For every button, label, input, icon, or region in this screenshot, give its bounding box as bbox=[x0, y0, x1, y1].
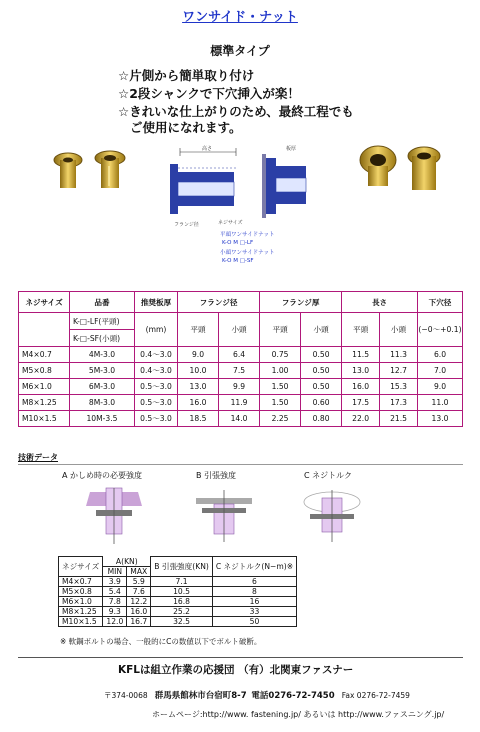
strength-cell: 16.0 bbox=[127, 606, 151, 616]
caption-c: C ネジトルク bbox=[304, 471, 352, 480]
height-dim-label: 高さ bbox=[202, 146, 213, 152]
spec-cell: 17.5 bbox=[342, 395, 380, 411]
strength-cell: 16.7 bbox=[127, 616, 151, 626]
strength-cell: M8×1.25 bbox=[59, 606, 103, 616]
strength-header-c: C ネジトルク(N−m)※ bbox=[212, 557, 296, 577]
spec-cell: 0.4〜3.0 bbox=[135, 363, 178, 379]
strength-cell: M10×1.5 bbox=[59, 616, 103, 626]
strength-row bbox=[59, 596, 297, 606]
header-length: 長さ bbox=[342, 292, 418, 313]
spec-row bbox=[19, 411, 463, 427]
flange-dia-flat: 平頭 bbox=[178, 313, 219, 347]
spec-cell: 9.0 bbox=[178, 347, 219, 363]
plate-unit: (mm) bbox=[135, 313, 178, 347]
footer-divider bbox=[18, 657, 463, 658]
spec-row bbox=[19, 379, 463, 395]
tech-data-title: 技術データ bbox=[18, 453, 58, 462]
spec-cell: 17.3 bbox=[380, 395, 418, 411]
spec-cell: 6.4 bbox=[219, 347, 260, 363]
spec-cell: 18.5 bbox=[178, 411, 219, 427]
length-flat: 平頭 bbox=[342, 313, 380, 347]
spec-row bbox=[19, 395, 463, 411]
strength-header-a: A(KN) bbox=[115, 556, 138, 566]
type-small-name: 小頭ワンサイドナット bbox=[220, 250, 275, 256]
spec-cell: 15.3 bbox=[380, 379, 418, 395]
spec-cell: 0.4〜3.0 bbox=[135, 347, 178, 363]
spec-table bbox=[18, 291, 463, 427]
screw-torque-diagram bbox=[296, 484, 368, 544]
spec-cell: 0.50 bbox=[301, 347, 342, 363]
spec-cell: 7.0 bbox=[418, 363, 463, 379]
spec-cell: 0.60 bbox=[301, 395, 342, 411]
flange-dim-label: フランジ径 bbox=[174, 222, 199, 228]
spec-cell: 1.50 bbox=[260, 395, 301, 411]
caption-a: A かしめ時の必要強度 bbox=[62, 471, 143, 480]
strength-cell: M6×1.0 bbox=[59, 596, 103, 606]
spec-cell: 9.0 bbox=[418, 379, 463, 395]
strength-cell: 9.3 bbox=[103, 606, 127, 616]
hole-tolerance: (−0〜+0.1) bbox=[418, 313, 463, 347]
spec-cell: 0.80 bbox=[301, 411, 342, 427]
strength-cell: 10.5 bbox=[151, 586, 213, 596]
spec-cell: 0.5〜3.0 bbox=[135, 379, 178, 395]
spec-cell: M5×0.8 bbox=[19, 363, 70, 379]
spec-cell: 13.0 bbox=[342, 363, 380, 379]
caption-b: B 引張強度 bbox=[196, 471, 237, 480]
strength-header-size: ネジサイズ bbox=[59, 557, 103, 577]
strength-cell: 3.9 bbox=[103, 576, 127, 586]
spec-row bbox=[19, 363, 463, 379]
strength-header-max: MAX bbox=[127, 566, 151, 576]
feature-4: ご使用になれます。 bbox=[130, 120, 242, 135]
address-line bbox=[104, 689, 410, 701]
company-name: KFLは組立作業の応援団 （有）北関東ファスナー bbox=[118, 664, 354, 676]
spec-cell: 0.50 bbox=[301, 379, 342, 395]
torque-note: ※ 軟鋼ボルトの場合、一般的にCの数値以下でボルト破断。 bbox=[60, 637, 262, 646]
spec-cell: 0.50 bbox=[301, 363, 342, 379]
spec-cell: M4×0.7 bbox=[19, 347, 70, 363]
strength-cell: 33 bbox=[212, 606, 296, 616]
spec-cell: 6M-3.0 bbox=[70, 379, 135, 395]
spec-cell: 12.7 bbox=[380, 363, 418, 379]
spec-cell: 10M-3.5 bbox=[70, 411, 135, 427]
spec-cell: 7.5 bbox=[219, 363, 260, 379]
spec-cell: 13.0 bbox=[178, 379, 219, 395]
postal-code: 〒374-0068 bbox=[104, 691, 148, 700]
page-title: ワンサイド・ナット bbox=[182, 10, 298, 25]
strength-cell: 16 bbox=[212, 596, 296, 606]
spec-cell: 8M-3.0 bbox=[70, 395, 135, 411]
spec-cell: 6.0 bbox=[418, 347, 463, 363]
part-flat-label: K-□-LF(平頭) bbox=[70, 313, 135, 330]
spec-cell: 11.0 bbox=[418, 395, 463, 411]
flange-dia-small: 小頭 bbox=[219, 313, 260, 347]
strength-cell: 12.2 bbox=[127, 596, 151, 606]
strength-row bbox=[59, 586, 297, 596]
strength-row bbox=[59, 616, 297, 626]
strength-cell: 5.9 bbox=[127, 576, 151, 586]
fax: Fax 0276-72-7459 bbox=[341, 691, 410, 700]
plate-dim-label: 板厚 bbox=[286, 146, 297, 152]
rivet-nut-photo-left bbox=[50, 146, 170, 198]
tensile-strength-diagram bbox=[188, 488, 260, 544]
spec-cell: M6×1.0 bbox=[19, 379, 70, 395]
spec-cell: 4M-3.0 bbox=[70, 347, 135, 363]
cross-section-diagram bbox=[158, 144, 328, 264]
spec-cell: 0.5〜3.0 bbox=[135, 411, 178, 427]
spec-cell: 1.00 bbox=[260, 363, 301, 379]
feature-3: ☆きれいな仕上がりのため、最終工程でも bbox=[118, 104, 354, 119]
homepage-link[interactable]: ホームページ:http://www. fastening.jp/ あるいは http://www.ファスニング.jp/ bbox=[152, 710, 445, 719]
street-address: 群馬県館林市台宿町8-7 bbox=[154, 691, 247, 701]
spec-row bbox=[19, 347, 463, 363]
spec-cell: 14.0 bbox=[219, 411, 260, 427]
screw-size-label: ネジサイズ bbox=[218, 220, 243, 226]
spec-cell: M8×1.25 bbox=[19, 395, 70, 411]
tel: 電話0276-72-7450 bbox=[251, 691, 335, 701]
strength-cell: 12.0 bbox=[103, 616, 127, 626]
part-small-label: K-□-SF(小頭) bbox=[70, 330, 135, 347]
type-flat-name: 平頭ワンサイドナット bbox=[220, 232, 275, 238]
strength-cell: 25.2 bbox=[151, 606, 213, 616]
strength-cell: M4×0.7 bbox=[59, 576, 103, 586]
strength-header-min: MIN bbox=[103, 566, 127, 576]
strength-cell: 7.6 bbox=[127, 586, 151, 596]
header-flange-thk: フランジ厚 bbox=[260, 292, 342, 313]
spec-cell: 22.0 bbox=[342, 411, 380, 427]
spec-cell: 16.0 bbox=[342, 379, 380, 395]
spec-cell: 0.75 bbox=[260, 347, 301, 363]
strength-cell: 8 bbox=[212, 586, 296, 596]
divider bbox=[18, 464, 463, 465]
spec-cell: 11.3 bbox=[380, 347, 418, 363]
length-small: 小頭 bbox=[380, 313, 418, 347]
spec-cell: 13.0 bbox=[418, 411, 463, 427]
strength-cell: 7.8 bbox=[103, 596, 127, 606]
spec-cell: 10.0 bbox=[178, 363, 219, 379]
type-small-code: K-O M □-SF bbox=[222, 258, 254, 264]
flange-thk-flat: 平頭 bbox=[260, 313, 301, 347]
header-screw-size: ネジサイズ bbox=[19, 292, 70, 313]
spec-cell: 2.25 bbox=[260, 411, 301, 427]
spec-cell: 5M-3.0 bbox=[70, 363, 135, 379]
rivet-nut-photo-right bbox=[350, 142, 460, 198]
spec-cell: 1.50 bbox=[260, 379, 301, 395]
header-part-no: 品番 bbox=[70, 292, 135, 313]
feature-2: ☆2段シャンクで下穴挿入が楽！ bbox=[118, 86, 300, 101]
spec-cell: 0.5〜3.0 bbox=[135, 395, 178, 411]
strength-cell: 50 bbox=[212, 616, 296, 626]
strength-header-b: B 引張強度(KN) bbox=[151, 557, 213, 577]
strength-cell: 6 bbox=[212, 576, 296, 586]
strength-row bbox=[59, 576, 297, 586]
header-plate: 推奨板厚 bbox=[135, 292, 178, 313]
strength-table bbox=[58, 556, 297, 627]
type-flat-code: K-O M □-LF bbox=[222, 240, 254, 246]
crimping-force-diagram bbox=[82, 484, 146, 546]
header-flange-dia: フランジ径 bbox=[178, 292, 260, 313]
header-hole: 下穴径 bbox=[418, 292, 463, 313]
spec-cell: 21.5 bbox=[380, 411, 418, 427]
strength-row bbox=[59, 606, 297, 616]
spec-cell: 11.9 bbox=[219, 395, 260, 411]
spec-cell: 11.5 bbox=[342, 347, 380, 363]
strength-cell: M5×0.8 bbox=[59, 586, 103, 596]
strength-cell: 32.5 bbox=[151, 616, 213, 626]
flange-thk-small: 小頭 bbox=[301, 313, 342, 347]
spec-cell: 9.9 bbox=[219, 379, 260, 395]
strength-cell: 5.4 bbox=[103, 586, 127, 596]
strength-cell: 16.8 bbox=[151, 596, 213, 606]
product-subtitle: 標準タイプ bbox=[210, 44, 270, 58]
strength-cell: 7.1 bbox=[151, 576, 213, 586]
spec-cell: M10×1.5 bbox=[19, 411, 70, 427]
spec-cell: 16.0 bbox=[178, 395, 219, 411]
feature-1: ☆片側から簡単取り付け bbox=[118, 68, 255, 83]
